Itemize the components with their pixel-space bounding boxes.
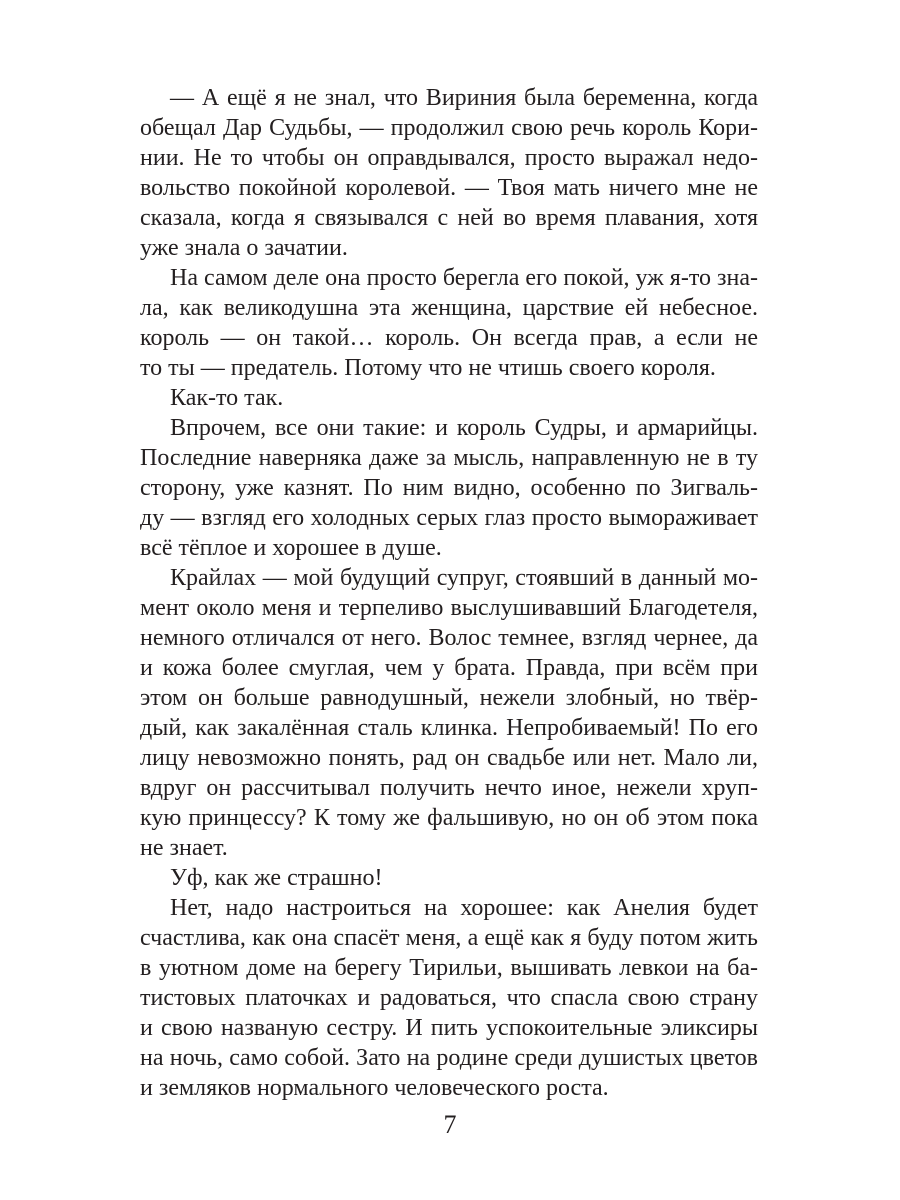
text-line: Нет, надо настроиться на хорошее: как Анелия будет <box>170 895 758 921</box>
text-line: ду — взгляд его холодных серых глаз просто вымораживает <box>140 505 758 531</box>
text-line: Уф, как же страшно! <box>170 865 383 891</box>
text-line: король — он такой… король. Он всегда прав, а если не <box>140 325 758 351</box>
text-line: немного отличался от него. Волос темнее, взгляд чернее, да <box>140 625 758 651</box>
text-line: Впрочем, все они такие: и король Судры, и армарийцы. <box>170 415 758 441</box>
text-line: и свою названую сестру. И пить успокоительные эликсиры <box>140 1015 758 1041</box>
text-line: не знает. <box>140 835 228 861</box>
page-body-text <box>140 83 758 1103</box>
paragraph <box>140 893 758 1103</box>
text-line: нии. Не то чтобы он оправдывался, просто выражал недо- <box>140 145 758 171</box>
text-line: в уютном доме на берегу Тирильи, вышивать левкои на ба- <box>140 955 758 981</box>
text-line: вольство покойной королевой. — Твоя мать ничего мне не <box>140 175 758 201</box>
text-line: Последние наверняка даже за мысль, направленную не в ту <box>140 445 758 471</box>
text-line: и кожа более смуглая, чем у брата. Правда, при всём при <box>140 655 758 681</box>
text-line: сторону, уже казнят. По ним видно, особенно по Зигваль- <box>140 475 758 501</box>
text-line: ла, как великодушна эта женщина, царствие ей небесное. <box>140 295 758 321</box>
paragraph <box>140 863 758 893</box>
text-line: Как-то так. <box>170 385 284 411</box>
text-line: и земляков нормального человеческого роста. <box>140 1075 609 1101</box>
text-line: — А ещё я не знал, что Вириния была беременна, когда <box>170 85 758 111</box>
paragraph <box>140 383 758 413</box>
text-line: вдруг он рассчитывал получить нечто иное, нежели хруп- <box>140 775 758 801</box>
text-line: тистовых платочках и радоваться, что спасла свою страну <box>140 985 758 1011</box>
text-line: кую принцессу? К тому же фальшивую, но он об этом пока <box>140 805 758 831</box>
text-line: этом он больше равнодушный, нежели злобный, но твёр- <box>140 685 758 711</box>
text-line: На самом деле она просто берегла его покой, уж я-то зна- <box>170 265 758 291</box>
text-line: уже знала о зачатии. <box>140 235 348 261</box>
text-line: дый, как закалённая сталь клинка. Непробиваемый! По его <box>140 715 758 741</box>
paragraph <box>140 83 758 263</box>
text-line: всё тёплое и хорошее в душе. <box>140 535 442 561</box>
text-line: то ты — предатель. Потому что не чтишь своего короля. <box>140 355 716 381</box>
text-line: обещал Дар Судьбы, — продолжил свою речь король Кори- <box>140 115 758 141</box>
paragraph <box>140 413 758 563</box>
text-line: счастлива, как она спасёт меня, а ещё как я буду потом жить <box>140 925 758 951</box>
text-line: Крайлах — мой будущий супруг, стоявший в данный мо- <box>170 565 758 591</box>
paragraph <box>140 563 758 863</box>
paragraph <box>140 263 758 383</box>
text-line: мент около меня и терпеливо выслушивавший Благодетеля, <box>140 595 758 621</box>
text-line: лицу невозможно понять, рад он свадьбе или нет. Мало ли, <box>140 745 758 771</box>
text-line: сказала, когда я связывался с ней во время плавания, хотя <box>140 205 758 231</box>
page-number: 7 <box>443 1110 457 1139</box>
text-line: на ночь, само собой. Зато на родине среди душистых цветов <box>140 1045 758 1071</box>
